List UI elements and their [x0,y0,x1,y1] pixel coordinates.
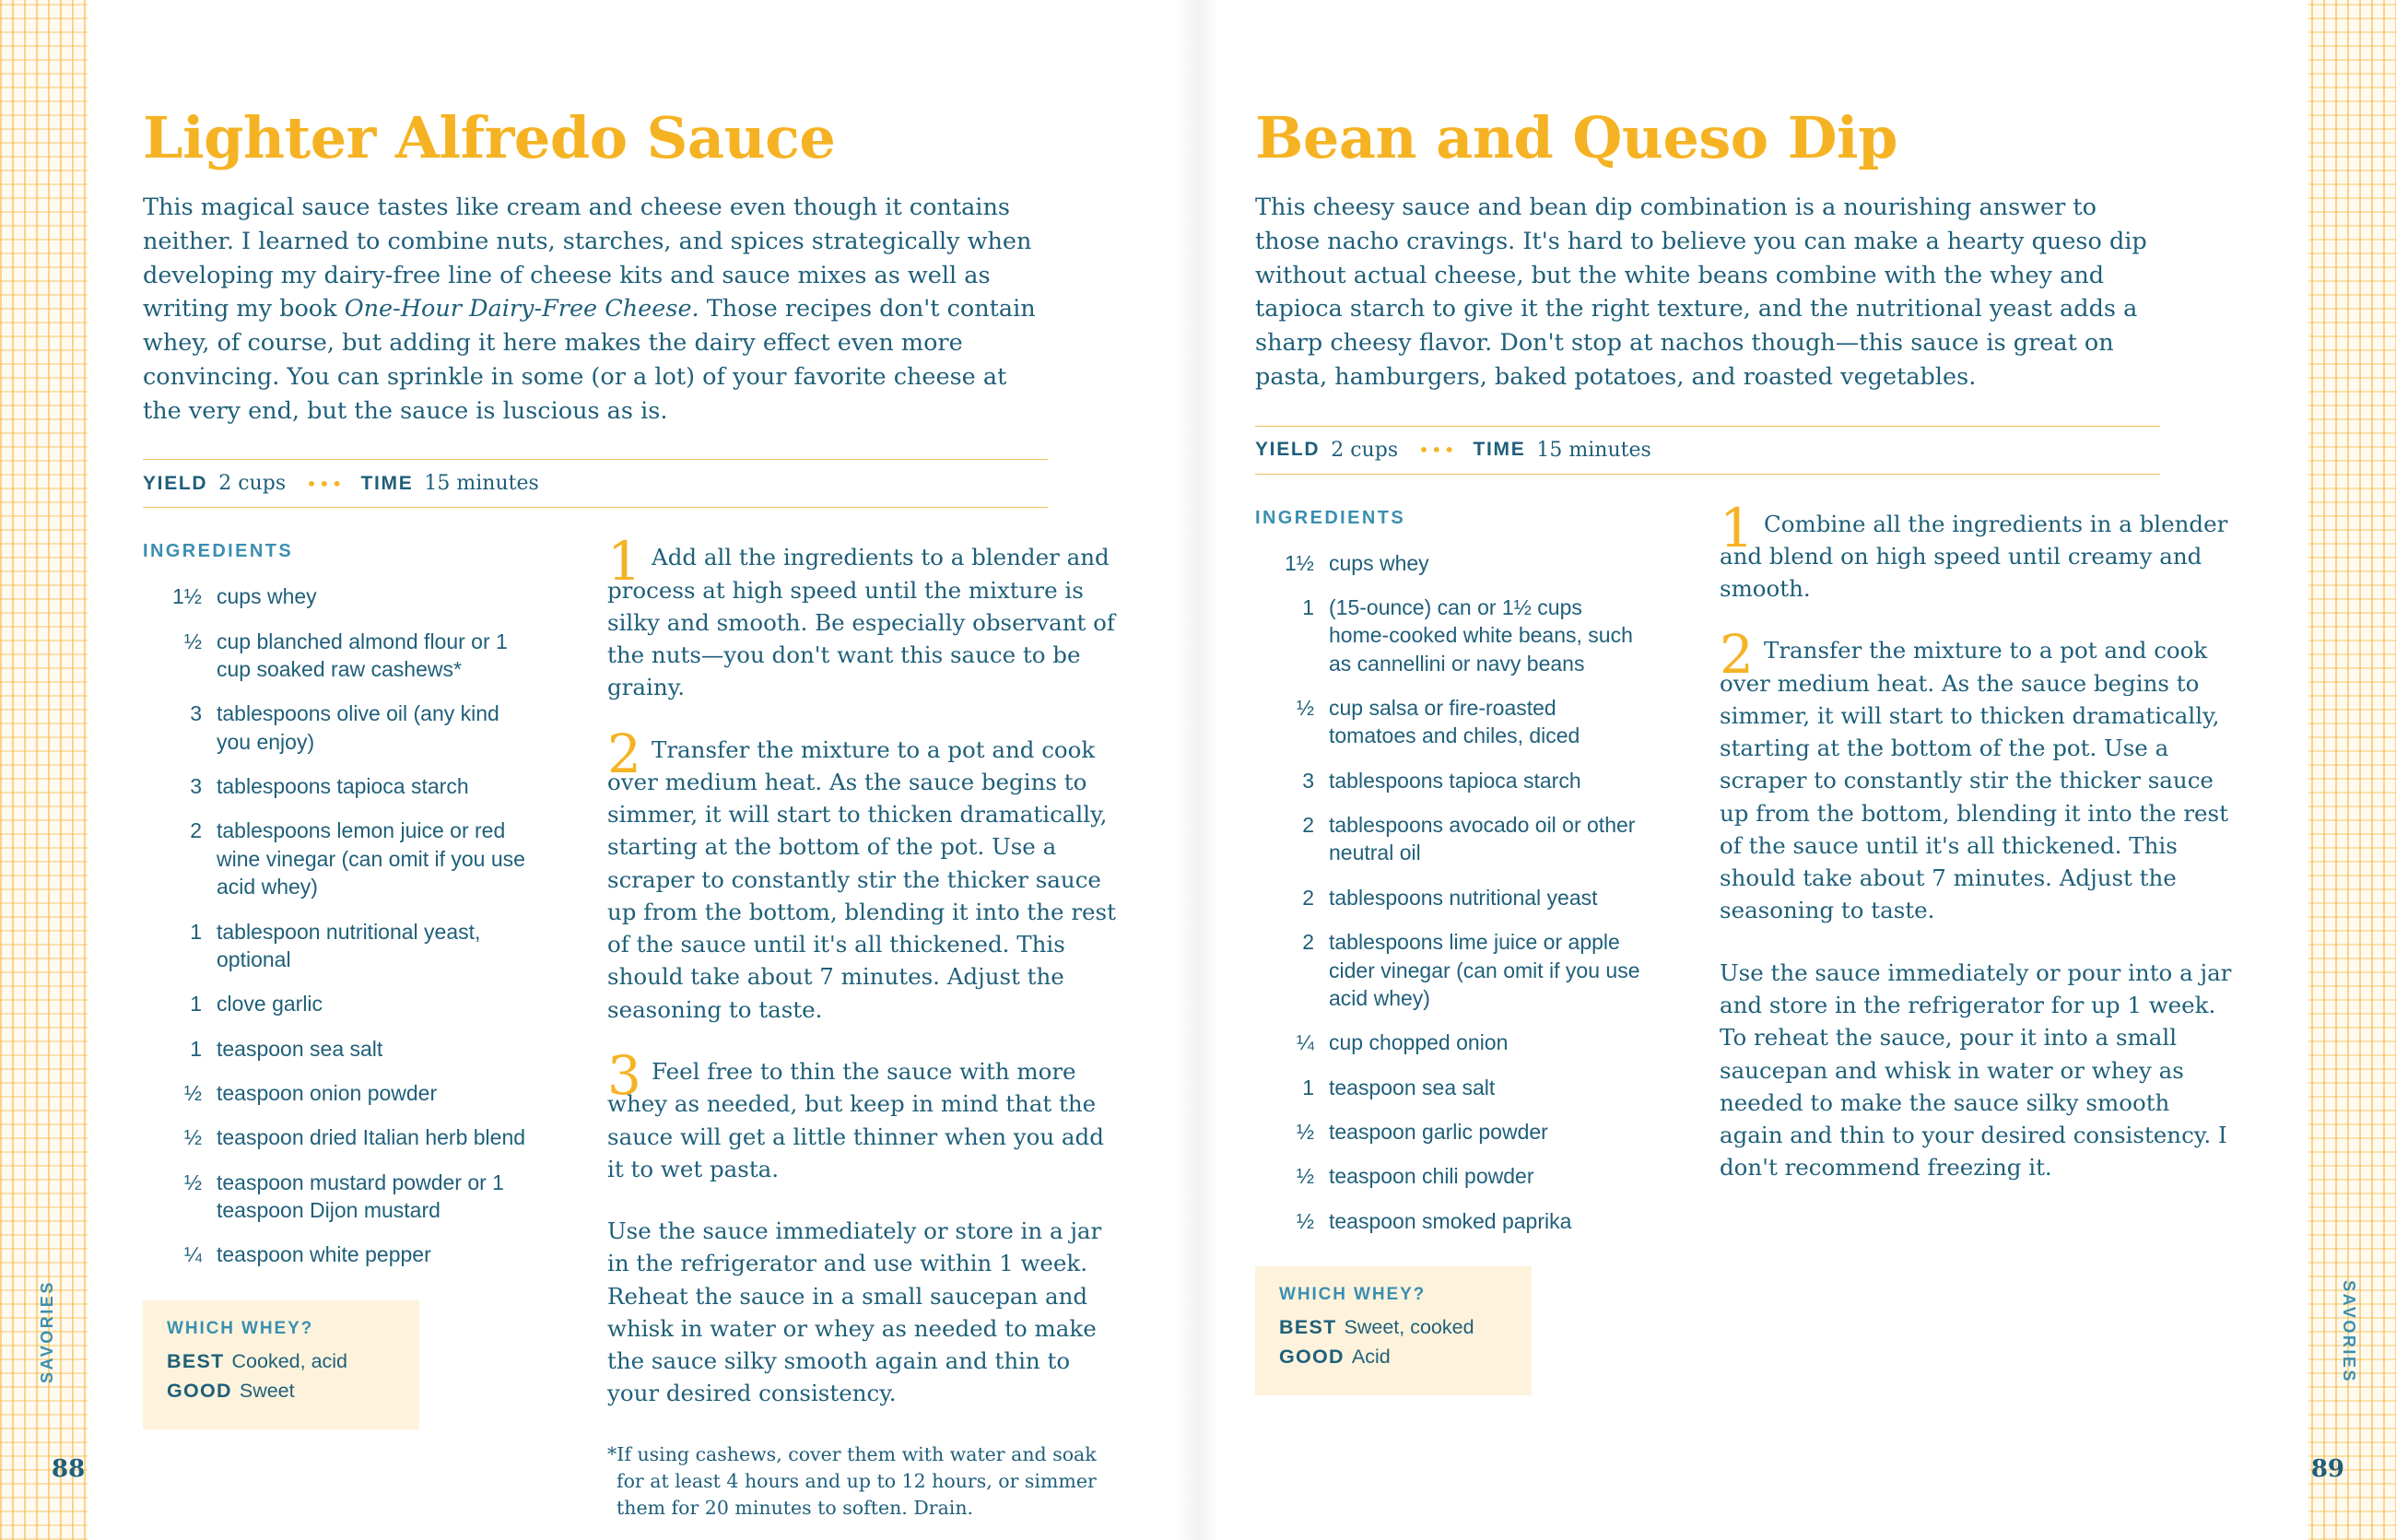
ingredient-qty: ½ [183,1080,202,1105]
which-whey-title-left: WHICH WHEY? [167,1318,314,1338]
whey-best-row-left [167,1350,395,1373]
ingredient-qty: 3 [1302,768,1314,793]
intro-text-part2: Those recipes don't contain whey, of course, but adding it here makes the dairy effect even more convincing. You can sprinkle in some (or a lot) of your favorite cheese at the very end, but the sauce is luscious as is. [143,295,1036,425]
which-whey-box-left [143,1300,419,1429]
ingredient-text: teaspoon smoked paprika [1329,1208,1572,1233]
ingredient-text: tablespoon nutritional yeast, optional [217,919,481,971]
time-value-right: 15 minutes [1536,438,1651,462]
ingredient-qty: ½ [1296,1164,1314,1189]
good-label: GOOD [1279,1346,1345,1369]
meta-dots-right: ••• [1418,439,1457,462]
ingredient-qty: ¼ [1296,1030,1314,1055]
which-whey-box-right [1255,1266,1532,1395]
ingredient-text: teaspoon dried Italian herb blend [217,1125,526,1150]
recipe-meta-right [1255,427,2160,475]
list-item [143,1123,530,1151]
ingredient-text: tablespoons tapioca starch [1329,768,1581,793]
intro-text-part1: This magical sauce tastes like cream and cheese even though it contains neither. I learned to combine nuts, starches, and spices strategically when developing my dairy-free line of cheese kits and sauce mixes as well as writing my book [143,194,1032,323]
ingredient-text: teaspoon garlic powder [1329,1119,1548,1144]
whey-good-row-left [167,1380,395,1403]
step-text: Transfer the mixture to a pot and cook over medium heat. As the sauce begins to simmer, it will start to thicken dramatically, starting at the bottom of the pot. Use a scraper to constantly stir the thicker sauce up from the bottom, blending it into the rest of the sauce until it's all thickened. This should take about 7 minutes. Adjust the seasoning to taste. [607,735,1116,1023]
list-item [1255,1207,1642,1235]
ingredient-qty: 1 [190,1036,202,1061]
ingredient-text: teaspoon chili powder [1329,1164,1534,1189]
ingredient-qty: ½ [183,1125,202,1150]
intro-book-title: One-Hour Dairy-Free Cheese. [344,295,699,323]
list-item [143,1035,530,1063]
ingredient-text: tablespoons lime juice or apple cider vinegar (can omit if you use acid whey) [1329,930,1640,1010]
list-item [1255,549,1642,577]
best-label: BEST [167,1349,225,1372]
ingredient-text: clove garlic [217,992,323,1017]
ingredient-text: tablespoons nutritional yeast [1329,885,1598,910]
list-item [143,628,530,684]
yield-label: YIELD [143,472,208,494]
page-number-left: 88 [52,1455,86,1483]
ingredient-text: cup chopped onion [1329,1030,1509,1055]
ingredient-text: tablespoons avocado oil or other neutral oil [1329,813,1636,865]
list-item [1255,1162,1642,1190]
list-item [1255,1074,1642,1101]
list-item [1255,811,1642,867]
ingredient-text: teaspoon onion powder [217,1080,438,1105]
recipe-step [607,722,1123,1026]
whey-best-row-right [1279,1316,1508,1339]
ingredient-text: teaspoon sea salt [217,1036,383,1061]
list-item [143,1240,530,1268]
closing-paragraph-right: Use the sauce immediately or pour into a jar and store in the refrigerator for up 1 week. To reheat the sauce, pour it into a small saucepan and whisk in water or whey as needed to make the sauce silky smooth again and thin to your desired consistency. I don't recommend freezing it. [1720,958,2232,1181]
page-number-right: 89 [2310,1455,2344,1483]
best-label: BEST [1279,1316,1337,1339]
ingredient-qty: 1 [190,919,202,944]
ingredient-qty: 1 [190,992,202,1017]
steps-column-right [1720,496,2236,1395]
yield-value-right: 2 cups [1331,438,1399,462]
list-item [1255,694,1642,750]
ingredient-qty: 3 [190,774,202,799]
step-number: 2 [607,722,641,785]
ingredient-qty: 2 [190,818,202,843]
step-number: 3 [607,1043,641,1107]
list-item [143,1079,530,1107]
ingredients-list-left [143,582,530,1268]
list-item [143,582,530,610]
which-whey-title-right: WHICH WHEY? [1279,1285,1427,1305]
ingredient-qty: 2 [1302,885,1314,910]
list-item [143,699,530,756]
good-label: GOOD [167,1379,232,1402]
recipe-step [607,530,1123,703]
whey-good-value-left: Sweet [239,1379,295,1402]
ingredient-qty: 1 [1302,594,1314,619]
ingredient-text: cup blanched almond flour or 1 cup soaked raw cashews* [217,629,508,681]
step-number: 2 [1720,623,1754,687]
step-text: Feel free to thin the sauce with more whey as needed, but keep in mind that the sauce will get a little thinner when you add it to wet pasta. [607,1057,1104,1182]
list-item [1255,884,1642,911]
recipe-step [607,1043,1123,1185]
ingredient-text: cup salsa or fire-roasted tomatoes and chiles, diced [1329,695,1580,748]
ingredient-qty: ¼ [183,1242,202,1267]
recipe-intro-right: This cheesy sauce and bean dip combination is a nourishing answer to those nacho cravings. It's hard to believe you can make a hearty queso dip without actual cheese, but the white beans combine with the whey and tapioca starch to give it the right texture, and the nutritional yeast adds a sharp cheesy flavor. Don't stop at nachos though—this sauce is great on pasta, hamburgers, baked potatoes, and roasted vegetables. [1255,194,2147,391]
step-number: 1 [1720,496,1754,559]
ingredient-qty: 1½ [172,584,202,609]
ingredients-heading-left: INGREDIENTS [143,541,294,562]
recipe-step [1720,623,2236,926]
whey-good-row-right [1279,1346,1508,1369]
ingredients-column-left [143,541,530,1540]
ingredient-qty: 2 [1302,930,1314,955]
ingredient-qty: 2 [1302,813,1314,838]
page-title-right: Bean and Queso Dip [1255,104,1897,171]
list-item [143,918,530,974]
section-label-right: SAVORIES [2340,1280,2358,1383]
ingredient-qty: ½ [183,1170,202,1194]
steps-column-left [607,530,1123,1540]
footnote-left: *If using cashews, cover them with water and soak for at least 4 hours and up to 12 hours, or simmer them for 20 minutes to soften. Drain. [607,1442,1097,1519]
yield-label-right: YIELD [1255,439,1321,461]
recipe-intro-left [143,191,1046,428]
ingredient-qty: 1½ [1285,550,1314,575]
section-label-left: SAVORIES [38,1280,56,1383]
step-text: Transfer the mixture to a pot and cook over medium heat. As the sauce begins to simmer, it will start to thicken dramatically, starting at the bottom of the pot. Use a scraper to constantly stir the thicker sauce up from the bottom, blending it into the rest of the sauce until it's all thickened. This should take about 7 minutes. Adjust the seasoning to taste. [1720,637,2228,924]
ingredient-qty: 1 [1302,1075,1314,1099]
recipe-meta-left [143,460,1048,508]
list-item [1255,928,1642,1012]
step-number: 1 [607,530,641,594]
ingredients-heading-right: INGREDIENTS [1255,507,1406,528]
ingredient-qty: ½ [1296,1119,1314,1144]
step-text: Combine all the ingredients in a blender and blend on high speed until creamy and smooth. [1720,510,2228,603]
ingredient-text: teaspoon mustard powder or 1 teaspoon Dijon mustard [217,1170,504,1223]
yield-value-left: 2 cups [218,472,287,496]
recipe-step [1720,496,2236,605]
step-text: Add all the ingredients to a blender and process at high speed until the mixture is silky and smooth. Be especially observant of the nuts—you don't want this sauce to be grainy. [607,544,1115,701]
whey-best-value-right: Sweet, cooked [1344,1316,1474,1339]
ingredient-text: cups whey [1329,550,1429,575]
right-page [1198,0,2396,1540]
whey-good-value-right: Acid [1351,1346,1391,1369]
ingredient-text: tablespoons tapioca starch [217,774,469,799]
meta-dots-left: ••• [306,472,345,495]
list-item [143,990,530,1017]
ingredient-qty: 3 [190,701,202,726]
ingredient-text: tablespoons lemon juice or red wine vinegar (can omit if you use acid whey) [217,818,525,899]
list-item [1255,1118,1642,1146]
ingredient-text: (15-ounce) can or 1½ cups home-cooked white beans, such as cannellini or navy beans [1329,594,1633,676]
time-value-left: 15 minutes [424,472,539,496]
ingredient-text: cups whey [217,584,317,609]
list-item [1255,1029,1642,1056]
ingredients-list-right [1255,549,1642,1235]
ingredient-qty: ½ [1296,695,1314,720]
closing-paragraph-left: Use the sauce immediately or store in a jar in the refrigerator and use within 1 week. Reheat the sauce in a small saucepan and whisk in water or whey as needed to make the sauce silky smooth again and thin to your desired consistency. [607,1217,1102,1407]
recipe-columns-right [1255,496,2232,1395]
ingredient-text: teaspoon sea salt [1329,1075,1496,1099]
page-title: Lighter Alfredo Sauce [143,104,836,171]
recipe-columns-left [143,530,1116,1540]
list-item [143,772,530,800]
time-label: TIME [360,472,414,494]
ingredients-column-right [1255,508,1642,1395]
list-item [1255,767,1642,794]
list-item [1255,594,1642,677]
whey-best-value-left: Cooked, acid [231,1349,348,1372]
list-item [143,817,530,900]
list-item [143,1169,530,1225]
ingredient-text: tablespoons olive oil (any kind you enjoy) [217,701,499,754]
time-label-right: TIME [1473,439,1526,461]
ingredient-qty: ½ [183,629,202,653]
ingredient-text: teaspoon white pepper [217,1242,431,1267]
ingredient-qty: ½ [1296,1208,1314,1233]
